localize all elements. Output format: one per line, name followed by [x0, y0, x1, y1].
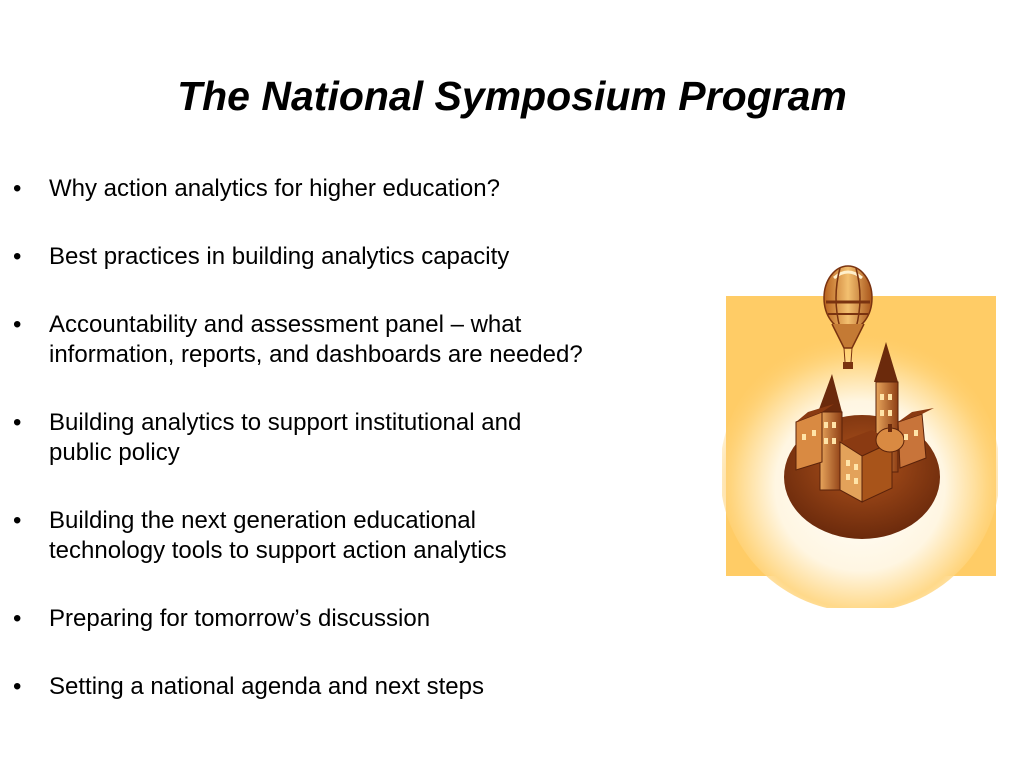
- bullet-text: Best practices in building analytics capacity: [49, 243, 510, 270]
- bullet-text: Why action analytics for higher education?: [49, 175, 500, 202]
- slide-title: The National Symposium Program: [177, 73, 847, 119]
- bullet-marker: •: [13, 605, 22, 632]
- bullet-marker: •: [13, 673, 22, 700]
- bullet-marker: •: [13, 311, 22, 338]
- bullet-item: [0, 408, 720, 468]
- bullet-item: [0, 310, 720, 370]
- bullet-marker: •: [13, 175, 22, 202]
- bullet-marker: •: [13, 507, 22, 534]
- bullet-item: [0, 242, 720, 272]
- bullet-text: Preparing for tomorrow’s discussion: [49, 605, 431, 632]
- bullet-item: [0, 506, 720, 566]
- bullet-item: [0, 174, 720, 204]
- bullet-item: [0, 604, 720, 634]
- bullet-text: Accountability and assessment panel – what information, reports, and dashboards are needed?: [49, 311, 583, 368]
- bullet-item: [0, 672, 720, 702]
- bullet-text: Setting a national agenda and next steps: [49, 673, 484, 700]
- bullet-marker: •: [13, 243, 22, 270]
- bullet-text: Building analytics to support institutional and public policy: [49, 409, 522, 466]
- balloon-city-clipart: [722, 262, 998, 608]
- bullet-marker: •: [13, 409, 22, 436]
- bullet-text: Building the next generation educational technology tools to support action analytics: [49, 507, 507, 564]
- bullet-list: [0, 174, 720, 740]
